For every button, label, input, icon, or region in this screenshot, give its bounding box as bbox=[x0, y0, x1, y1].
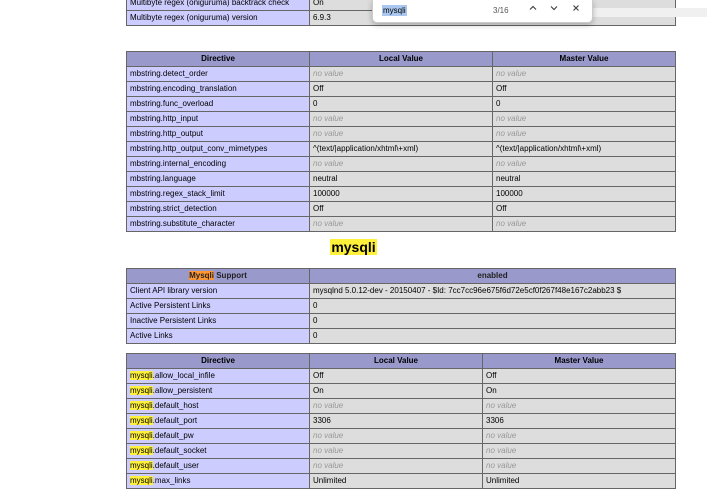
local-value: Unlimited bbox=[310, 474, 483, 489]
table-row bbox=[127, 474, 676, 489]
directive-suffix: .default_pw bbox=[152, 431, 194, 440]
chevron-up-icon[interactable] bbox=[525, 3, 541, 19]
master-value: no value bbox=[483, 399, 676, 414]
directive-name: mbstring.language bbox=[127, 172, 310, 187]
directive-suffix: .default_port bbox=[152, 416, 198, 425]
info-label: Inactive Persistent Links bbox=[127, 314, 310, 329]
table-row bbox=[127, 399, 676, 414]
local-value: Off bbox=[310, 82, 493, 97]
master-value: 3306 bbox=[483, 414, 676, 429]
mysqli-support-table bbox=[126, 268, 676, 344]
header-directive: Directive bbox=[127, 52, 310, 67]
mbstring-directives-table bbox=[126, 51, 676, 232]
info-value: 0 bbox=[310, 314, 676, 329]
table-row bbox=[127, 299, 676, 314]
table-row bbox=[127, 187, 676, 202]
directive-name: Multibyte regex (oniguruma) version bbox=[127, 11, 310, 26]
table-row bbox=[127, 414, 676, 429]
table-row bbox=[127, 459, 676, 474]
search-highlight: mysqli bbox=[130, 461, 153, 470]
directive-name: mbstring.http_output_conv_mimetypes bbox=[127, 142, 310, 157]
table-row bbox=[127, 202, 676, 217]
local-value: ^(text/|application/xhtml\+xml) bbox=[310, 142, 493, 157]
table-row bbox=[127, 314, 676, 329]
directive-suffix: .allow_local_infile bbox=[152, 371, 215, 380]
search-highlight: mysqli bbox=[130, 476, 153, 485]
directive-name: mbstring.strict_detection bbox=[127, 202, 310, 217]
table-row bbox=[127, 97, 676, 112]
table-row bbox=[127, 82, 676, 97]
master-value: no value bbox=[493, 67, 676, 82]
master-value: Off bbox=[493, 202, 676, 217]
table-row bbox=[127, 217, 676, 232]
master-value: Off bbox=[493, 82, 676, 97]
local-value: no value bbox=[310, 67, 493, 82]
directive-name: mbstring.func_overload bbox=[127, 97, 310, 112]
find-bar bbox=[372, 0, 593, 23]
directive-name: mbstring.substitute_character bbox=[127, 217, 310, 232]
local-value: 3306 bbox=[310, 414, 483, 429]
header-local-value: Local Value bbox=[310, 354, 483, 369]
directive-name bbox=[127, 399, 310, 414]
local-value: neutral bbox=[310, 172, 493, 187]
master-value: no value bbox=[493, 217, 676, 232]
info-label: Active Persistent Links bbox=[127, 299, 310, 314]
directive-name: mbstring.internal_encoding bbox=[127, 157, 310, 172]
table-row bbox=[127, 67, 676, 82]
search-highlight-active: Mysqli bbox=[189, 271, 214, 280]
info-value: 0 bbox=[310, 299, 676, 314]
info-label: Client API library version bbox=[127, 284, 310, 299]
master-value: no value bbox=[483, 444, 676, 459]
master-value: no value bbox=[493, 157, 676, 172]
local-value: no value bbox=[310, 157, 493, 172]
directive-name bbox=[127, 429, 310, 444]
directive-suffix: .default_user bbox=[152, 461, 199, 470]
local-value: 100000 bbox=[310, 187, 493, 202]
directive-name bbox=[127, 414, 310, 429]
table-row bbox=[127, 369, 676, 384]
find-match-count: 3/16 bbox=[493, 6, 509, 15]
table-row bbox=[127, 429, 676, 444]
local-value: Off bbox=[310, 369, 483, 384]
find-input-selection[interactable]: mysqli bbox=[383, 6, 406, 15]
search-highlight: mysqli bbox=[130, 431, 153, 440]
directive-suffix: .default_socket bbox=[152, 446, 207, 455]
section-title bbox=[0, 239, 707, 255]
master-value: 0 bbox=[493, 97, 676, 112]
local-value: no value bbox=[310, 444, 483, 459]
mysqli-support-status: enabled bbox=[310, 269, 676, 284]
directive-name: mbstring.regex_stack_limit bbox=[127, 187, 310, 202]
local-value: no value bbox=[310, 127, 493, 142]
directive-name bbox=[127, 459, 310, 474]
master-value: no value bbox=[483, 429, 676, 444]
chevron-down-icon[interactable] bbox=[546, 3, 562, 19]
header-master-value: Master Value bbox=[493, 52, 676, 67]
directive-suffix: .allow_persistent bbox=[152, 386, 213, 395]
local-value: 0 bbox=[310, 97, 493, 112]
header-directive: Directive bbox=[127, 354, 310, 369]
local-value: no value bbox=[310, 459, 483, 474]
directive-value: 6.9.3 bbox=[310, 11, 676, 26]
local-value: Off bbox=[310, 202, 493, 217]
master-value: no value bbox=[493, 127, 676, 142]
master-value: no value bbox=[493, 112, 676, 127]
table-row bbox=[127, 112, 676, 127]
local-value: no value bbox=[310, 399, 483, 414]
table-row bbox=[127, 157, 676, 172]
table-row bbox=[127, 142, 676, 157]
search-highlight: mysqli bbox=[130, 416, 153, 425]
search-highlight: mysqli bbox=[130, 401, 153, 410]
local-value: On bbox=[310, 384, 483, 399]
directive-name bbox=[127, 474, 310, 489]
info-label: Active Links bbox=[127, 329, 310, 344]
local-value: no value bbox=[310, 112, 493, 127]
mysqli-support-header: Mysqli Support bbox=[127, 269, 310, 284]
master-value: 100000 bbox=[493, 187, 676, 202]
directive-name: Multibyte regex (oniguruma) backtrack check bbox=[127, 0, 310, 11]
local-value: no value bbox=[310, 429, 483, 444]
directive-suffix: .max_links bbox=[152, 476, 191, 485]
directive-name: mbstring.http_input bbox=[127, 112, 310, 127]
master-value: Off bbox=[483, 369, 676, 384]
info-value: 0 bbox=[310, 329, 676, 344]
search-highlight: mysqli bbox=[130, 446, 153, 455]
master-value: On bbox=[483, 384, 676, 399]
directive-name: mbstring.detect_order bbox=[127, 67, 310, 82]
table-row bbox=[127, 444, 676, 459]
header-master-value: Master Value bbox=[483, 354, 676, 369]
directive-value: On bbox=[310, 0, 676, 11]
search-highlight: mysqli bbox=[130, 386, 153, 395]
directive-name bbox=[127, 369, 310, 384]
section-title-highlight: mysqli bbox=[331, 239, 376, 255]
master-value: neutral bbox=[493, 172, 676, 187]
table-row bbox=[127, 384, 676, 399]
local-value: no value bbox=[310, 217, 493, 232]
table-row bbox=[127, 329, 676, 344]
master-value: Unlimited bbox=[483, 474, 676, 489]
table-row bbox=[127, 172, 676, 187]
directive-suffix: .default_host bbox=[152, 401, 199, 410]
close-icon[interactable] bbox=[568, 3, 584, 19]
directive-name bbox=[127, 444, 310, 459]
directive-name: mbstring.http_output bbox=[127, 127, 310, 142]
info-value: mysqlnd 5.0.12-dev - 20150407 - $Id: 7cc7cc96e675f6d72e5cf0f267f48e167c2abb23 $ bbox=[310, 284, 676, 299]
table-row bbox=[127, 127, 676, 142]
directive-name: mbstring.encoding_translation bbox=[127, 82, 310, 97]
master-value: no value bbox=[483, 459, 676, 474]
table-row bbox=[127, 284, 676, 299]
directive-name bbox=[127, 384, 310, 399]
header-local-value: Local Value bbox=[310, 52, 493, 67]
browser-chrome-strip bbox=[592, 8, 707, 17]
search-highlight: mysqli bbox=[130, 371, 153, 380]
mysqli-directives-table bbox=[126, 353, 676, 489]
master-value: ^(text/|application/xhtml\+xml) bbox=[493, 142, 676, 157]
